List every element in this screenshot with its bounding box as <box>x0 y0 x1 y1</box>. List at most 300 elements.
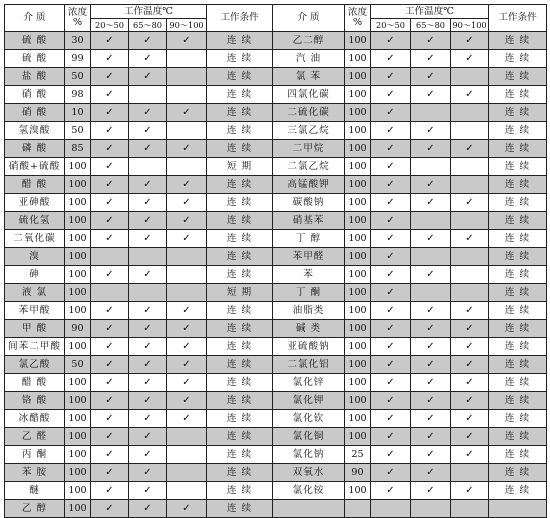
condition-cell: 连 续 <box>207 230 273 248</box>
check-mark-icon: ✓ <box>105 70 114 82</box>
temp-range-1-left: 20～50 <box>91 19 129 32</box>
temp-check-cell <box>91 392 129 410</box>
condition-cell: 连 续 <box>489 230 547 248</box>
check-mark-icon: ✓ <box>465 304 474 316</box>
temp-check-cell <box>167 50 207 68</box>
temp-check-cell <box>129 356 167 374</box>
check-mark-icon: ✓ <box>386 304 395 316</box>
header-medium-right: 介 质 <box>273 5 345 32</box>
table-row <box>5 428 547 446</box>
temp-check-cell <box>451 122 489 140</box>
check-mark-icon: ✓ <box>386 340 395 352</box>
condition-cell: 连 续 <box>489 212 547 230</box>
check-mark-icon: ✓ <box>465 142 474 154</box>
concentration-cell: 100 <box>65 428 91 446</box>
temp-range-1-right: 20～50 <box>371 19 411 32</box>
header-condition-right: 工作条件 <box>489 5 547 32</box>
temp-check-cell <box>91 356 129 374</box>
temp-check-cell <box>411 356 451 374</box>
temp-check-cell <box>91 68 129 86</box>
check-mark-icon: ✓ <box>143 178 152 190</box>
medium-cell: 冰醋酸 <box>5 410 65 428</box>
medium-cell: 液 氯 <box>5 284 65 302</box>
condition-cell: 连 续 <box>489 482 547 500</box>
temp-check-cell <box>129 500 167 518</box>
temp-check-cell <box>167 230 207 248</box>
check-mark-icon: ✓ <box>105 178 114 190</box>
temp-check-cell <box>91 248 129 266</box>
check-mark-icon: ✓ <box>386 322 395 334</box>
temp-check-cell <box>451 446 489 464</box>
medium-cell: 磷 酸 <box>5 140 65 158</box>
condition-cell: 连 续 <box>207 86 273 104</box>
condition-cell: 连 续 <box>489 338 547 356</box>
condition-cell: 连 续 <box>489 140 547 158</box>
check-mark-icon: ✓ <box>143 142 152 154</box>
check-mark-icon: ✓ <box>105 34 114 46</box>
temp-check-cell <box>451 176 489 194</box>
temp-range-2-left: 65～80 <box>129 19 167 32</box>
temp-check-cell <box>411 86 451 104</box>
temp-check-cell <box>91 194 129 212</box>
condition-cell: 连 续 <box>489 320 547 338</box>
table-row <box>5 500 547 518</box>
temp-check-cell <box>451 86 489 104</box>
check-mark-icon: ✓ <box>386 286 395 298</box>
table-row <box>5 122 547 140</box>
concentration-cell: 100 <box>345 230 371 248</box>
temp-check-cell <box>129 410 167 428</box>
check-mark-icon: ✓ <box>386 232 395 244</box>
header-concentration-right <box>345 5 371 32</box>
medium-cell: 铬 酸 <box>5 392 65 410</box>
temp-check-cell <box>451 140 489 158</box>
condition-cell: 连 续 <box>489 464 547 482</box>
table-row <box>5 230 547 248</box>
check-mark-icon: ✓ <box>182 106 191 118</box>
temp-check-cell <box>411 248 451 266</box>
concentration-cell: 100 <box>65 302 91 320</box>
check-mark-icon: ✓ <box>465 412 474 424</box>
condition-cell: 连 续 <box>489 104 547 122</box>
condition-cell: 连 续 <box>489 68 547 86</box>
check-mark-icon: ✓ <box>386 214 395 226</box>
condition-cell: 连 续 <box>207 122 273 140</box>
check-mark-icon: ✓ <box>143 268 152 280</box>
temp-check-cell <box>371 320 411 338</box>
table-row <box>5 446 547 464</box>
condition-cell: 连 续 <box>489 176 547 194</box>
concentration-cell: 100 <box>65 500 91 518</box>
concentration-cell: 100 <box>345 86 371 104</box>
medium-cell: 苯甲酸 <box>5 302 65 320</box>
condition-cell: 连 续 <box>207 176 273 194</box>
temp-check-cell <box>91 302 129 320</box>
temp-check-cell <box>91 86 129 104</box>
condition-cell: 连 续 <box>489 302 547 320</box>
temp-check-cell <box>411 68 451 86</box>
temp-check-cell <box>129 176 167 194</box>
table-row <box>5 392 547 410</box>
check-mark-icon: ✓ <box>465 340 474 352</box>
temp-check-cell <box>451 230 489 248</box>
table-row <box>5 464 547 482</box>
medium-cell: 碳酸钠 <box>273 194 345 212</box>
temp-check-cell <box>91 212 129 230</box>
medium-cell: 二氧化碳 <box>5 230 65 248</box>
temp-check-cell <box>451 50 489 68</box>
temp-check-cell <box>91 122 129 140</box>
check-mark-icon: ✓ <box>143 466 152 478</box>
temp-check-cell <box>129 86 167 104</box>
concentration-cell: 85 <box>65 140 91 158</box>
concentration-cell: 100 <box>345 68 371 86</box>
check-mark-icon: ✓ <box>143 34 152 46</box>
medium-cell: 二氯乙烷 <box>273 158 345 176</box>
medium-cell: 氯化锌 <box>273 374 345 392</box>
temp-check-cell <box>411 284 451 302</box>
check-mark-icon: ✓ <box>386 394 395 406</box>
check-mark-icon: ✓ <box>426 358 435 370</box>
condition-cell: 短 期 <box>207 284 273 302</box>
empty-cell <box>411 500 451 518</box>
temp-check-cell <box>129 194 167 212</box>
medium-cell: 硝基苯 <box>273 212 345 230</box>
condition-cell: 连 续 <box>207 194 273 212</box>
medium-cell: 丁 酮 <box>273 284 345 302</box>
medium-cell: 硫化氢 <box>5 212 65 230</box>
check-mark-icon: ✓ <box>386 250 395 262</box>
table-row <box>5 482 547 500</box>
temp-check-cell <box>371 158 411 176</box>
concentration-cell: 25 <box>345 446 371 464</box>
temp-check-cell <box>451 68 489 86</box>
temp-check-cell <box>451 320 489 338</box>
check-mark-icon: ✓ <box>386 70 395 82</box>
temp-check-cell <box>371 410 411 428</box>
concentration-cell: 100 <box>65 212 91 230</box>
condition-cell: 连 续 <box>207 446 273 464</box>
concentration-cell: 100 <box>65 338 91 356</box>
check-mark-icon: ✓ <box>386 178 395 190</box>
temp-check-cell <box>411 446 451 464</box>
medium-cell: 乙 醛 <box>5 428 65 446</box>
condition-cell: 连 续 <box>207 500 273 518</box>
temp-check-cell <box>167 194 207 212</box>
medium-cell: 丁 醇 <box>273 230 345 248</box>
condition-cell: 连 续 <box>207 266 273 284</box>
concentration-cell: 100 <box>345 302 371 320</box>
temp-check-cell <box>371 482 411 500</box>
condition-cell: 连 续 <box>207 464 273 482</box>
check-mark-icon: ✓ <box>182 232 191 244</box>
check-mark-icon: ✓ <box>143 376 152 388</box>
temp-check-cell <box>129 302 167 320</box>
medium-cell: 二甲烷 <box>273 140 345 158</box>
medium-cell: 二硫化碳 <box>273 104 345 122</box>
medium-cell: 硝酸+硫酸 <box>5 158 65 176</box>
temp-check-cell <box>411 50 451 68</box>
concentration-cell: 100 <box>65 482 91 500</box>
temp-check-cell <box>167 284 207 302</box>
temp-check-cell <box>371 284 411 302</box>
table-row <box>5 32 547 50</box>
temp-check-cell <box>91 410 129 428</box>
temp-check-cell <box>451 410 489 428</box>
concentration-cell: 100 <box>345 140 371 158</box>
check-mark-icon: ✓ <box>105 232 114 244</box>
concentration-cell: 100 <box>345 194 371 212</box>
medium-cell: 溴 <box>5 248 65 266</box>
check-mark-icon: ✓ <box>143 412 152 424</box>
header-temp-left: 工作温度℃ <box>91 5 207 19</box>
temp-check-cell <box>371 446 411 464</box>
temp-check-cell <box>411 302 451 320</box>
condition-cell: 短 期 <box>207 158 273 176</box>
check-mark-icon: ✓ <box>105 106 114 118</box>
check-mark-icon: ✓ <box>465 394 474 406</box>
temp-check-cell <box>451 482 489 500</box>
table-row <box>5 320 547 338</box>
check-mark-icon: ✓ <box>182 34 191 46</box>
check-mark-icon: ✓ <box>426 52 435 64</box>
table-row <box>5 158 547 176</box>
condition-cell: 连 续 <box>489 356 547 374</box>
table-row <box>5 68 547 86</box>
check-mark-icon: ✓ <box>182 214 191 226</box>
check-mark-icon: ✓ <box>426 448 435 460</box>
temp-check-cell <box>167 374 207 392</box>
check-mark-icon: ✓ <box>143 232 152 244</box>
concentration-cell: 100 <box>345 338 371 356</box>
condition-cell: 连 续 <box>489 266 547 284</box>
temp-check-cell <box>91 32 129 50</box>
temp-check-cell <box>451 428 489 446</box>
medium-cell: 苯 胺 <box>5 464 65 482</box>
check-mark-icon: ✓ <box>426 376 435 388</box>
medium-cell: 氯化铜 <box>273 428 345 446</box>
check-mark-icon: ✓ <box>465 34 474 46</box>
medium-cell: 硝 酸 <box>5 104 65 122</box>
concentration-cell: 100 <box>345 320 371 338</box>
condition-cell: 连 续 <box>207 140 273 158</box>
temp-check-cell <box>167 212 207 230</box>
temp-check-cell <box>411 374 451 392</box>
temp-check-cell <box>129 392 167 410</box>
condition-cell: 连 续 <box>207 338 273 356</box>
concentration-cell: 100 <box>345 104 371 122</box>
check-mark-icon: ✓ <box>465 376 474 388</box>
temp-check-cell <box>411 266 451 284</box>
temp-check-cell <box>91 104 129 122</box>
check-mark-icon: ✓ <box>426 268 435 280</box>
temp-check-cell <box>129 446 167 464</box>
concentration-cell: 100 <box>65 158 91 176</box>
condition-cell: 连 续 <box>489 446 547 464</box>
table-row <box>5 284 547 302</box>
medium-cell: 双氧水 <box>273 464 345 482</box>
check-mark-icon: ✓ <box>105 196 114 208</box>
temp-check-cell <box>167 500 207 518</box>
concentration-cell: 98 <box>65 86 91 104</box>
temp-range-2-right: 65～80 <box>411 19 451 32</box>
check-mark-icon: ✓ <box>465 448 474 460</box>
table-row <box>5 194 547 212</box>
check-mark-icon: ✓ <box>426 340 435 352</box>
temp-check-cell <box>167 410 207 428</box>
check-mark-icon: ✓ <box>426 124 435 136</box>
medium-cell: 油脂类 <box>273 302 345 320</box>
concentration-cell: 100 <box>345 374 371 392</box>
temp-check-cell <box>411 410 451 428</box>
temp-check-cell <box>371 32 411 50</box>
temp-check-cell <box>91 464 129 482</box>
temp-check-cell <box>91 446 129 464</box>
check-mark-icon: ✓ <box>386 106 395 118</box>
temp-check-cell <box>91 266 129 284</box>
check-mark-icon: ✓ <box>426 196 435 208</box>
medium-cell: 氯化铵 <box>273 482 345 500</box>
temp-check-cell <box>451 374 489 392</box>
medium-cell: 苯甲醛 <box>273 248 345 266</box>
check-mark-icon: ✓ <box>386 52 395 64</box>
concentration-cell: 100 <box>345 266 371 284</box>
table-row <box>5 374 547 392</box>
medium-cell: 醋 酸 <box>5 176 65 194</box>
check-mark-icon: ✓ <box>105 88 114 100</box>
check-mark-icon: ✓ <box>105 430 114 442</box>
temp-check-cell <box>167 338 207 356</box>
temp-check-cell <box>371 374 411 392</box>
temp-check-cell <box>411 194 451 212</box>
check-mark-icon: ✓ <box>143 484 152 496</box>
check-mark-icon: ✓ <box>386 484 395 496</box>
medium-cell: 氯化钾 <box>273 392 345 410</box>
condition-cell: 连 续 <box>489 50 547 68</box>
check-mark-icon: ✓ <box>182 358 191 370</box>
temp-check-cell <box>411 122 451 140</box>
concentration-cell: 50 <box>65 68 91 86</box>
check-mark-icon: ✓ <box>465 196 474 208</box>
condition-cell: 连 续 <box>207 428 273 446</box>
check-mark-icon: ✓ <box>105 304 114 316</box>
temp-check-cell <box>411 320 451 338</box>
check-mark-icon: ✓ <box>105 124 114 136</box>
check-mark-icon: ✓ <box>182 304 191 316</box>
medium-cell: 亚硫酸钠 <box>273 338 345 356</box>
temp-check-cell <box>451 392 489 410</box>
temp-check-cell <box>91 428 129 446</box>
check-mark-icon: ✓ <box>426 466 435 478</box>
temp-check-cell <box>411 32 451 50</box>
temp-check-cell <box>167 248 207 266</box>
check-mark-icon: ✓ <box>386 358 395 370</box>
temp-check-cell <box>371 356 411 374</box>
temp-check-cell <box>451 158 489 176</box>
check-mark-icon: ✓ <box>143 106 152 118</box>
temp-check-cell <box>451 302 489 320</box>
medium-cell: 间苯二甲酸 <box>5 338 65 356</box>
header-concentration-left <box>65 5 91 32</box>
temp-check-cell <box>167 32 207 50</box>
check-mark-icon: ✓ <box>426 412 435 424</box>
medium-cell: 硫 酸 <box>5 32 65 50</box>
concentration-unit: % <box>352 17 363 28</box>
temp-check-cell <box>129 122 167 140</box>
temp-check-cell <box>451 32 489 50</box>
concentration-cell: 100 <box>345 428 371 446</box>
concentration-cell: 100 <box>345 158 371 176</box>
temp-check-cell <box>411 428 451 446</box>
temp-check-cell <box>129 374 167 392</box>
concentration-cell: 100 <box>345 50 371 68</box>
temp-check-cell <box>451 284 489 302</box>
condition-cell: 连 续 <box>207 392 273 410</box>
temp-check-cell <box>167 68 207 86</box>
temp-check-cell <box>451 266 489 284</box>
temp-check-cell <box>167 356 207 374</box>
condition-cell: 连 续 <box>489 284 547 302</box>
check-mark-icon: ✓ <box>465 88 474 100</box>
medium-cell: 汽 油 <box>273 50 345 68</box>
concentration-cell: 100 <box>345 122 371 140</box>
condition-cell: 连 续 <box>489 392 547 410</box>
temp-check-cell <box>167 122 207 140</box>
temp-check-cell <box>371 464 411 482</box>
condition-cell: 连 续 <box>207 482 273 500</box>
temp-check-cell <box>91 500 129 518</box>
check-mark-icon: ✓ <box>182 340 191 352</box>
temp-check-cell <box>371 338 411 356</box>
medium-cell: 乙二醇 <box>273 32 345 50</box>
condition-cell: 连 续 <box>207 32 273 50</box>
concentration-cell: 99 <box>65 50 91 68</box>
table-row <box>5 140 547 158</box>
table-row <box>5 86 547 104</box>
temp-check-cell <box>91 158 129 176</box>
condition-cell: 连 续 <box>489 248 547 266</box>
check-mark-icon: ✓ <box>182 178 191 190</box>
temp-check-cell <box>129 248 167 266</box>
condition-cell: 连 续 <box>489 32 547 50</box>
check-mark-icon: ✓ <box>426 34 435 46</box>
temp-check-cell <box>91 140 129 158</box>
check-mark-icon: ✓ <box>182 412 191 424</box>
temp-check-cell <box>451 248 489 266</box>
temp-check-cell <box>167 176 207 194</box>
medium-cell: 硫 酸 <box>5 50 65 68</box>
concentration-cell: 100 <box>65 248 91 266</box>
temp-check-cell <box>129 68 167 86</box>
condition-cell: 连 续 <box>489 86 547 104</box>
temp-check-cell <box>411 140 451 158</box>
check-mark-icon: ✓ <box>426 142 435 154</box>
medium-cell: 三氯乙烷 <box>273 122 345 140</box>
medium-cell: 高锰酸钾 <box>273 176 345 194</box>
empty-cell <box>489 500 547 518</box>
temp-check-cell <box>411 338 451 356</box>
condition-cell: 连 续 <box>207 320 273 338</box>
medium-cell: 醋 酸 <box>5 374 65 392</box>
check-mark-icon: ✓ <box>465 232 474 244</box>
check-mark-icon: ✓ <box>182 142 191 154</box>
check-mark-icon: ✓ <box>105 160 114 172</box>
medium-cell: 砷 <box>5 266 65 284</box>
condition-cell: 连 续 <box>207 104 273 122</box>
check-mark-icon: ✓ <box>182 322 191 334</box>
medium-cell: 氯乙酸 <box>5 356 65 374</box>
check-mark-icon: ✓ <box>386 376 395 388</box>
